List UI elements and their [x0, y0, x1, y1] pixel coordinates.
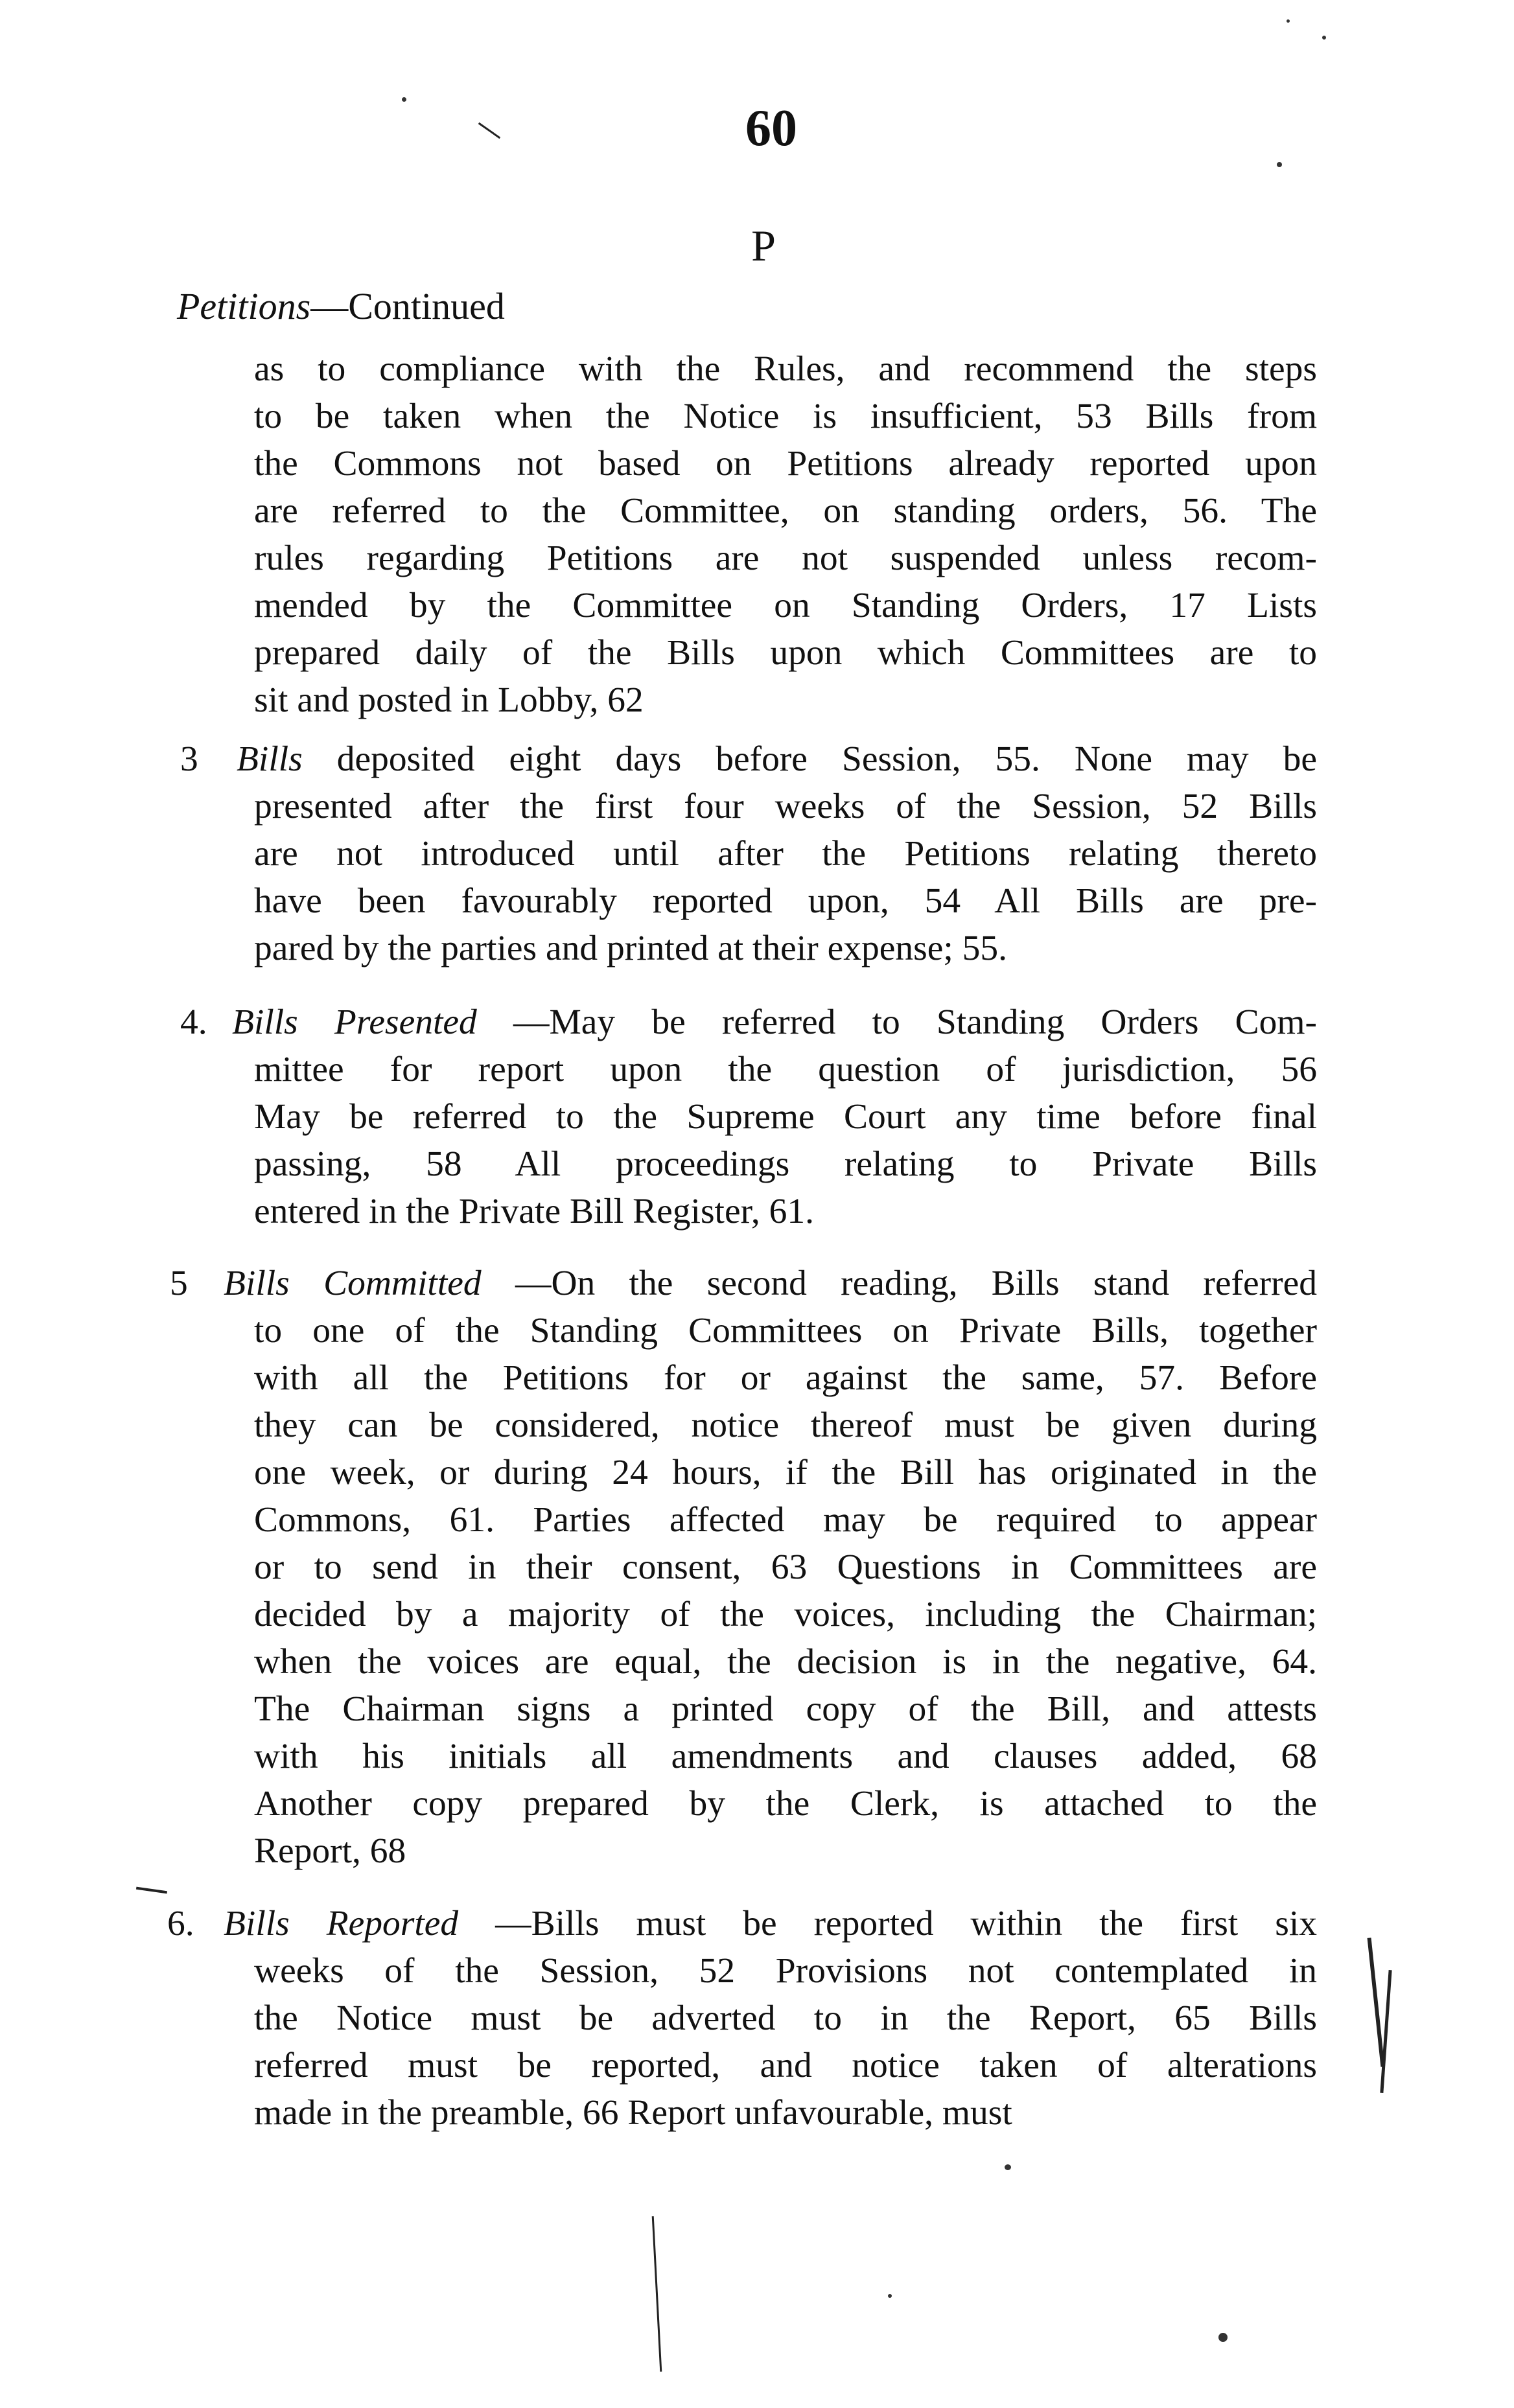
item-title: Bills — [237, 739, 303, 779]
item-title: Bills Presented — [232, 1002, 477, 1042]
text-line: with all the Petitions for or against the same, 57. Before — [254, 1358, 1317, 1398]
text-line: they can be considered, notice thereof must be given during — [254, 1406, 1317, 1445]
running-head — [177, 285, 505, 327]
scan-speck — [888, 2294, 892, 2298]
item-number: 3 — [180, 739, 198, 779]
item-title: Bills Committed — [224, 1264, 482, 1303]
scan-speck — [1322, 36, 1326, 40]
text-line: one week, or during 24 hours, if the Bill has originated in the — [254, 1453, 1317, 1492]
text-line: rules regarding Petitions are not suspended unless recom- — [254, 538, 1317, 578]
text-line: May be referred to the Supreme Court any time before final — [254, 1097, 1317, 1137]
scan-speck — [402, 97, 406, 102]
text-line: the Notice must be adverted to in the Report, 65 Bills — [254, 1998, 1317, 2038]
text-line: made in the preamble, 66 Report unfavourable, must — [254, 2093, 1012, 2133]
text-fragment: deposited eight days before Session, 55. None may be — [336, 739, 1317, 779]
paragraph-bills-committed — [224, 1260, 1317, 1875]
running-head-rest: —Continued — [310, 285, 505, 327]
item-number: 4. — [180, 1002, 207, 1042]
item-number: 5 — [170, 1264, 188, 1303]
scan-mark — [136, 1887, 167, 1894]
text-line: presented after the first four weeks of the Session, 52 Bills — [254, 787, 1317, 826]
text-line: to be taken when the Notice is insufficient, 53 Bills from — [254, 397, 1317, 436]
scan-mark — [478, 122, 500, 139]
text-line: with his initials all amendments and clauses added, 68 — [254, 1737, 1317, 1776]
item-number: 6. — [167, 1904, 194, 1943]
text-line: entered in the Private Bill Register, 61. — [254, 1192, 814, 1231]
text-line: pared by the parties and printed at their expense; 55. — [254, 929, 1008, 968]
text-line: The Chairman signs a printed copy of the Bill, and attests — [254, 1689, 1317, 1729]
paragraph-continued — [254, 345, 1317, 724]
paragraph-bills-presented — [232, 999, 1317, 1235]
scan-mark — [1380, 1970, 1392, 2093]
text-line: decided by a majority of the voices, including the Chairman; — [254, 1595, 1317, 1634]
scan-mark — [1368, 1938, 1385, 2067]
text-line — [237, 735, 1317, 783]
page-number: 60 — [745, 100, 797, 157]
text-line: are referred to the Committee, on standing orders, 56. The — [254, 491, 1317, 531]
text-line: Commons, 61. Parties affected may be required to appear — [254, 1500, 1317, 1540]
scan-speck — [1287, 19, 1290, 23]
text-line: passing, 58 All proceedings relating to Private Bills — [254, 1144, 1317, 1184]
item-title: Bills Reported — [224, 1904, 459, 1943]
scan-speck — [1277, 162, 1282, 167]
running-head-italic: Petitions — [177, 285, 311, 327]
text-line: prepared daily of the Bills upon which Committees are to — [254, 633, 1317, 673]
text-line — [232, 999, 1317, 1046]
text-fragment: —On the second reading, Bills stand referred — [515, 1264, 1317, 1303]
text-line: referred must be reported, and notice taken of alterations — [254, 2046, 1317, 2085]
text-line: are not introduced until after the Petitions relating thereto — [254, 834, 1317, 874]
scan-speck — [1005, 2164, 1011, 2170]
text-line: Report, 68 — [254, 1831, 406, 1871]
text-line: as to compliance with the Rules, and recommend the steps — [254, 349, 1317, 389]
text-line: to one of the Standing Committees on Private Bills, together — [254, 1311, 1317, 1350]
text-line — [224, 1900, 1317, 1947]
text-line: or to send in their consent, 63 Questions in Committees are — [254, 1547, 1317, 1587]
text-line: have been favourably reported upon, 54 All Bills are pre- — [254, 881, 1317, 921]
paragraph-bills — [237, 735, 1317, 972]
text-line: mittee for report upon the question of jurisdiction, 56 — [254, 1050, 1317, 1089]
text-fragment: —May be referred to Standing Orders Com- — [513, 1002, 1318, 1042]
scan-mark — [652, 2216, 662, 2372]
text-line: mended by the Committee on Standing Orders, 17 Lists — [254, 586, 1317, 625]
text-line: when the voices are equal, the decision is in the negative, 64. — [254, 1642, 1317, 1682]
text-line — [224, 1260, 1317, 1307]
section-letter: P — [751, 221, 778, 270]
text-line: sit and posted in Lobby, 62 — [254, 680, 644, 720]
text-line: weeks of the Session, 52 Provisions not contemplated in — [254, 1951, 1317, 1991]
scan-speck — [1218, 2333, 1228, 2342]
text-line: Another copy prepared by the Clerk, is attached to the — [254, 1784, 1317, 1823]
text-line: the Commons not based on Petitions already reported upon — [254, 444, 1317, 483]
text-fragment: —Bills must be reported within the first six — [495, 1904, 1318, 1943]
paragraph-bills-reported — [224, 1900, 1317, 2136]
